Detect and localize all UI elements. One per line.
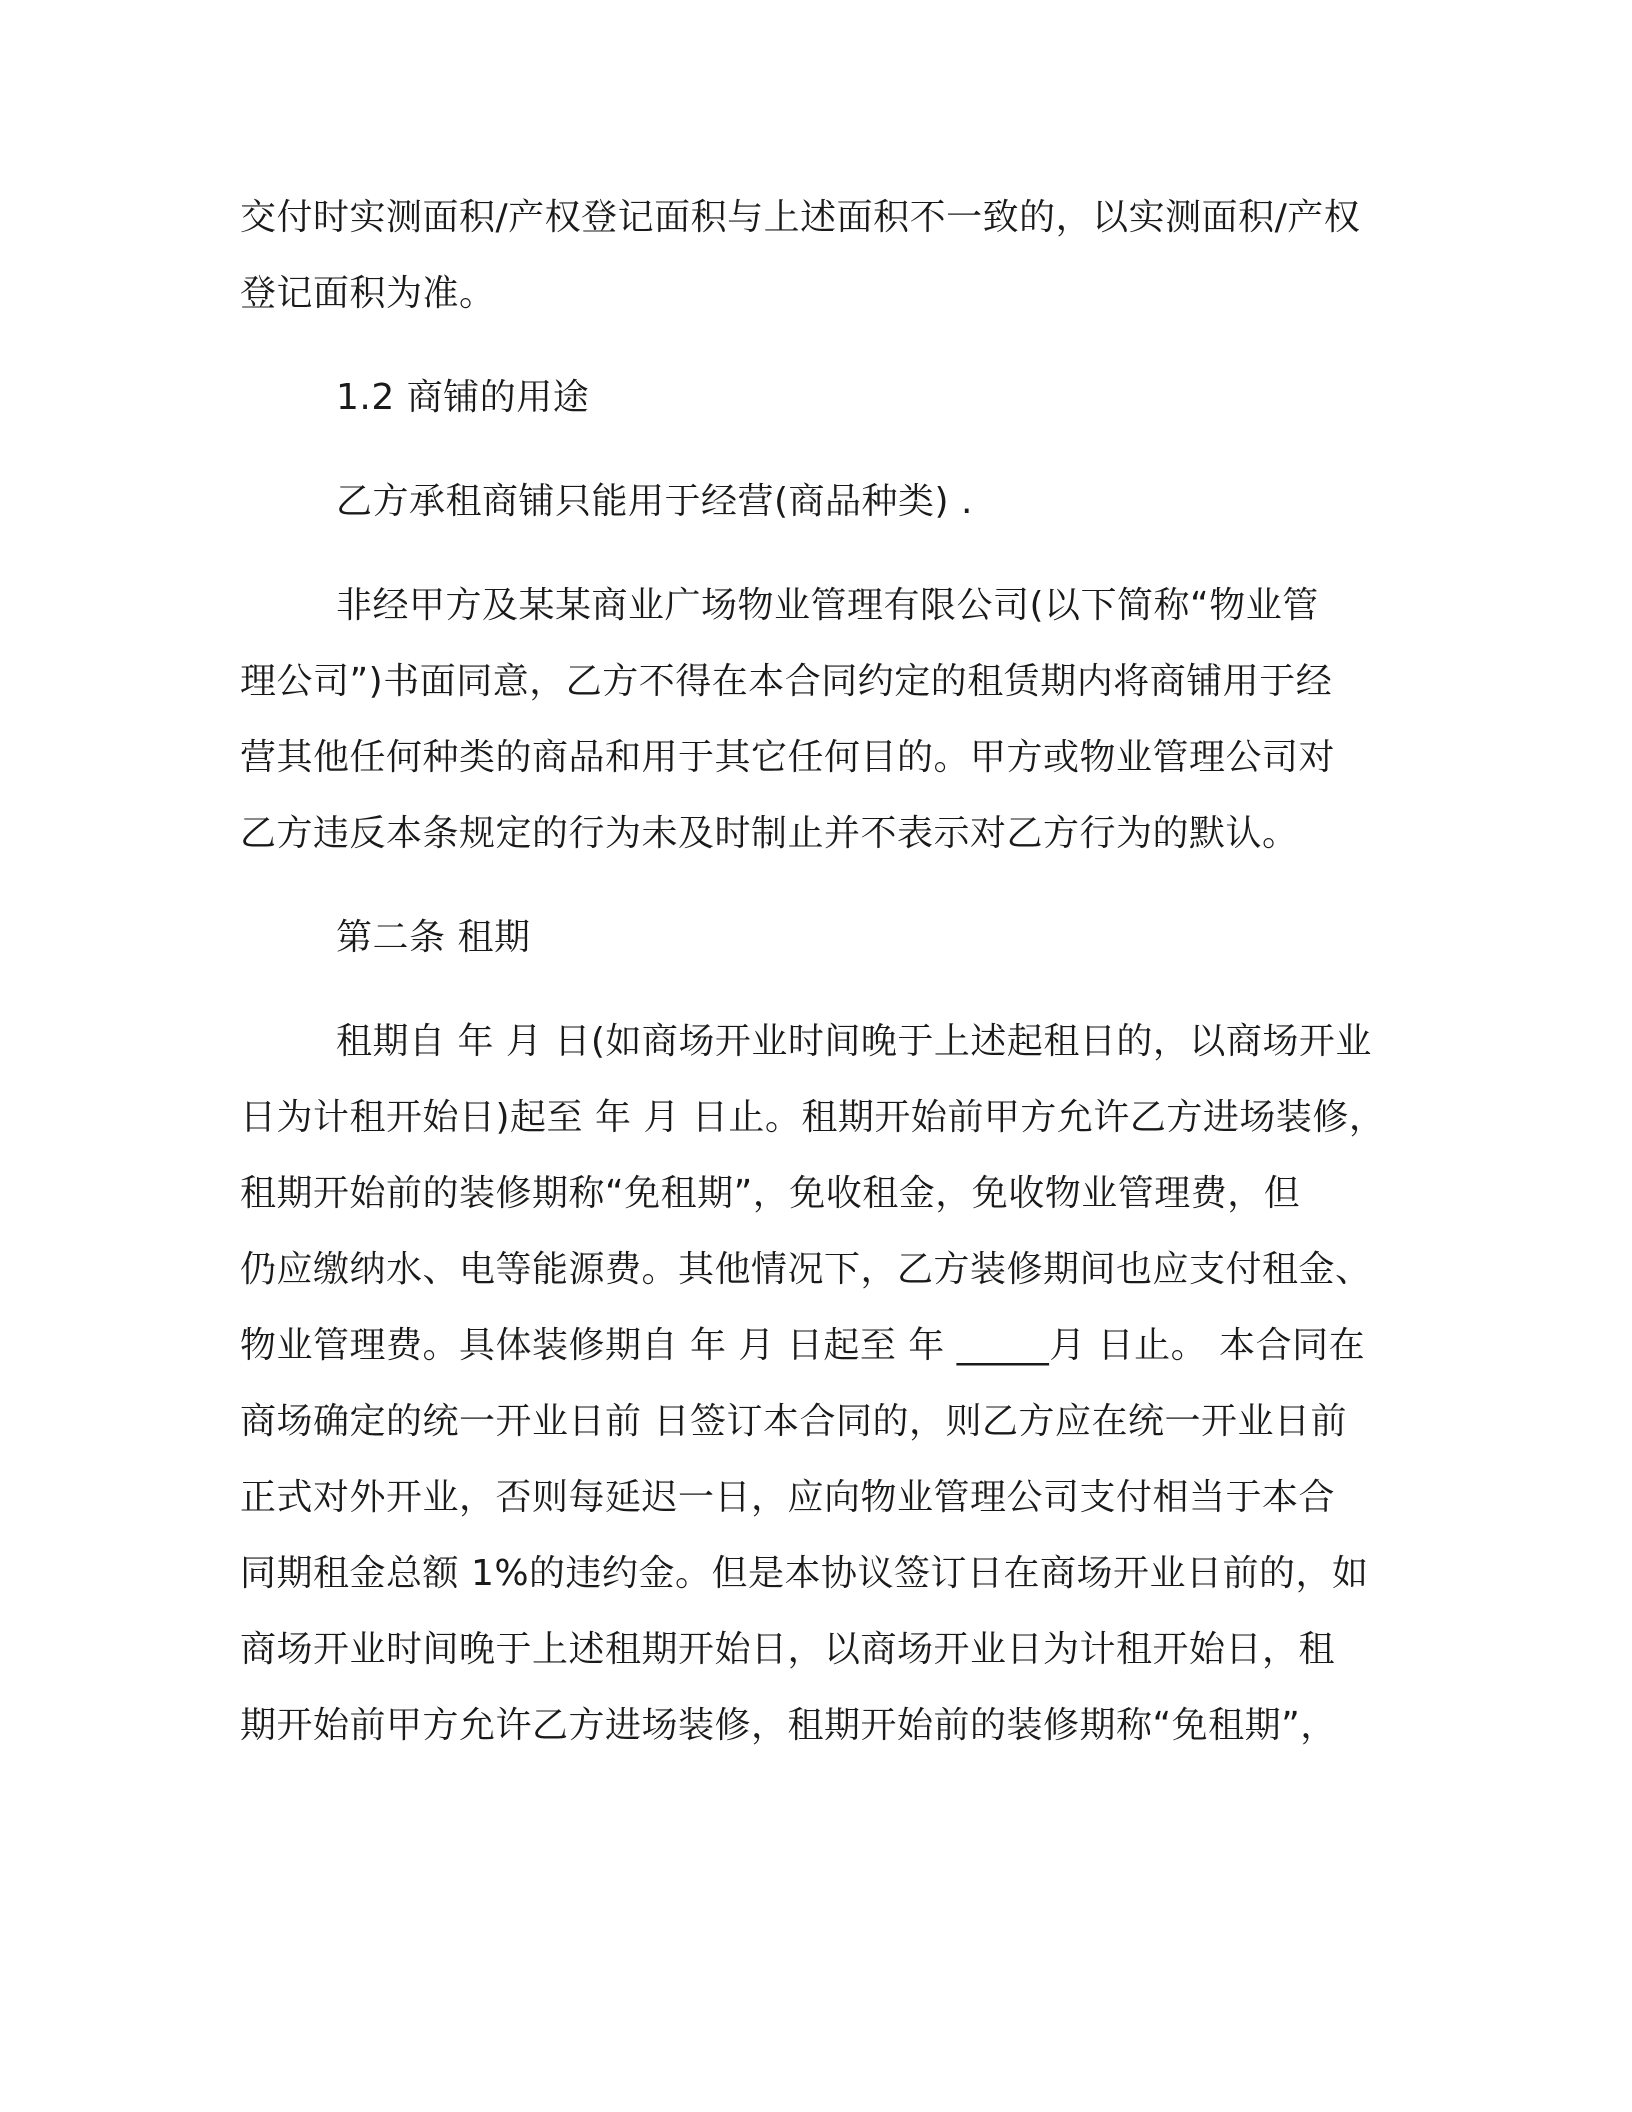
section-title: 1.2 商铺的用途 — [336, 377, 590, 418]
text-line: 交付时实测面积/产权登记面积与上述面积不一致的，以实测面积/产权 — [240, 197, 1361, 238]
text-line: 正式对外开业，否则每延迟一日，应向物业管理公司支付相当于本合 — [240, 1477, 1336, 1518]
text-line: 同期租金总额 1%的违约金。但是本协议签订日在商场开业日前的，如 — [240, 1553, 1369, 1594]
text-line: 理公司”)书面同意，乙方不得在本合同约定的租赁期内将商铺用于经 — [240, 661, 1333, 702]
text-line: 营其他任何种类的商品和用于其它任何目的。甲方或物业管理公司对 — [240, 737, 1336, 778]
text-line: 商场确定的统一开业日前 日签订本合同的，则乙方应在统一开业日前 — [240, 1401, 1347, 1442]
article-heading-2 — [240, 900, 1390, 976]
paragraph-area-note — [240, 180, 1390, 332]
text-line: 租期自 年 月 日(如商场开业时间晚于上述起租日的，以商场开业 — [336, 1021, 1372, 1062]
text-line: 乙方违反本条规定的行为未及时制止并不表示对乙方行为的默认。 — [240, 813, 1299, 854]
section-heading-1-2 — [240, 360, 1390, 436]
text-line: 仍应缴纳水、电等能源费。其他情况下，乙方装修期间也应支付租金、 — [240, 1249, 1372, 1290]
text-line: 物业管理费。具体装修期自 年 月 日起至 年 _____月 日止。 本合同在 — [240, 1325, 1366, 1366]
paragraph-use-statement — [240, 464, 1390, 540]
text-line: 日为计租开始日)起至 年 月 日止。租期开始前甲方允许乙方进场装修， — [240, 1097, 1386, 1138]
text-line: 登记面积为准。 — [240, 273, 496, 314]
paragraph-lease-term — [240, 1004, 1390, 1764]
text-line: 商场开业时间晚于上述租期开始日，以商场开业日为计租开始日，租 — [240, 1629, 1336, 1670]
text-line: 期开始前甲方允许乙方进场装修，租期开始前的装修期称“免租期”， — [240, 1705, 1337, 1746]
paragraph-use-restriction — [240, 568, 1390, 872]
article-title: 第二条 租期 — [336, 917, 531, 958]
text-line: 非经甲方及某某商业广场物业管理有限公司(以下简称“物业管 — [336, 585, 1319, 626]
document-body — [240, 180, 1390, 1764]
text-line: 乙方承租商铺只能用于经营(商品种类) . — [336, 481, 973, 522]
text-line: 租期开始前的装修期称“免租期”，免收租金，免收物业管理费，但 — [240, 1173, 1301, 1214]
